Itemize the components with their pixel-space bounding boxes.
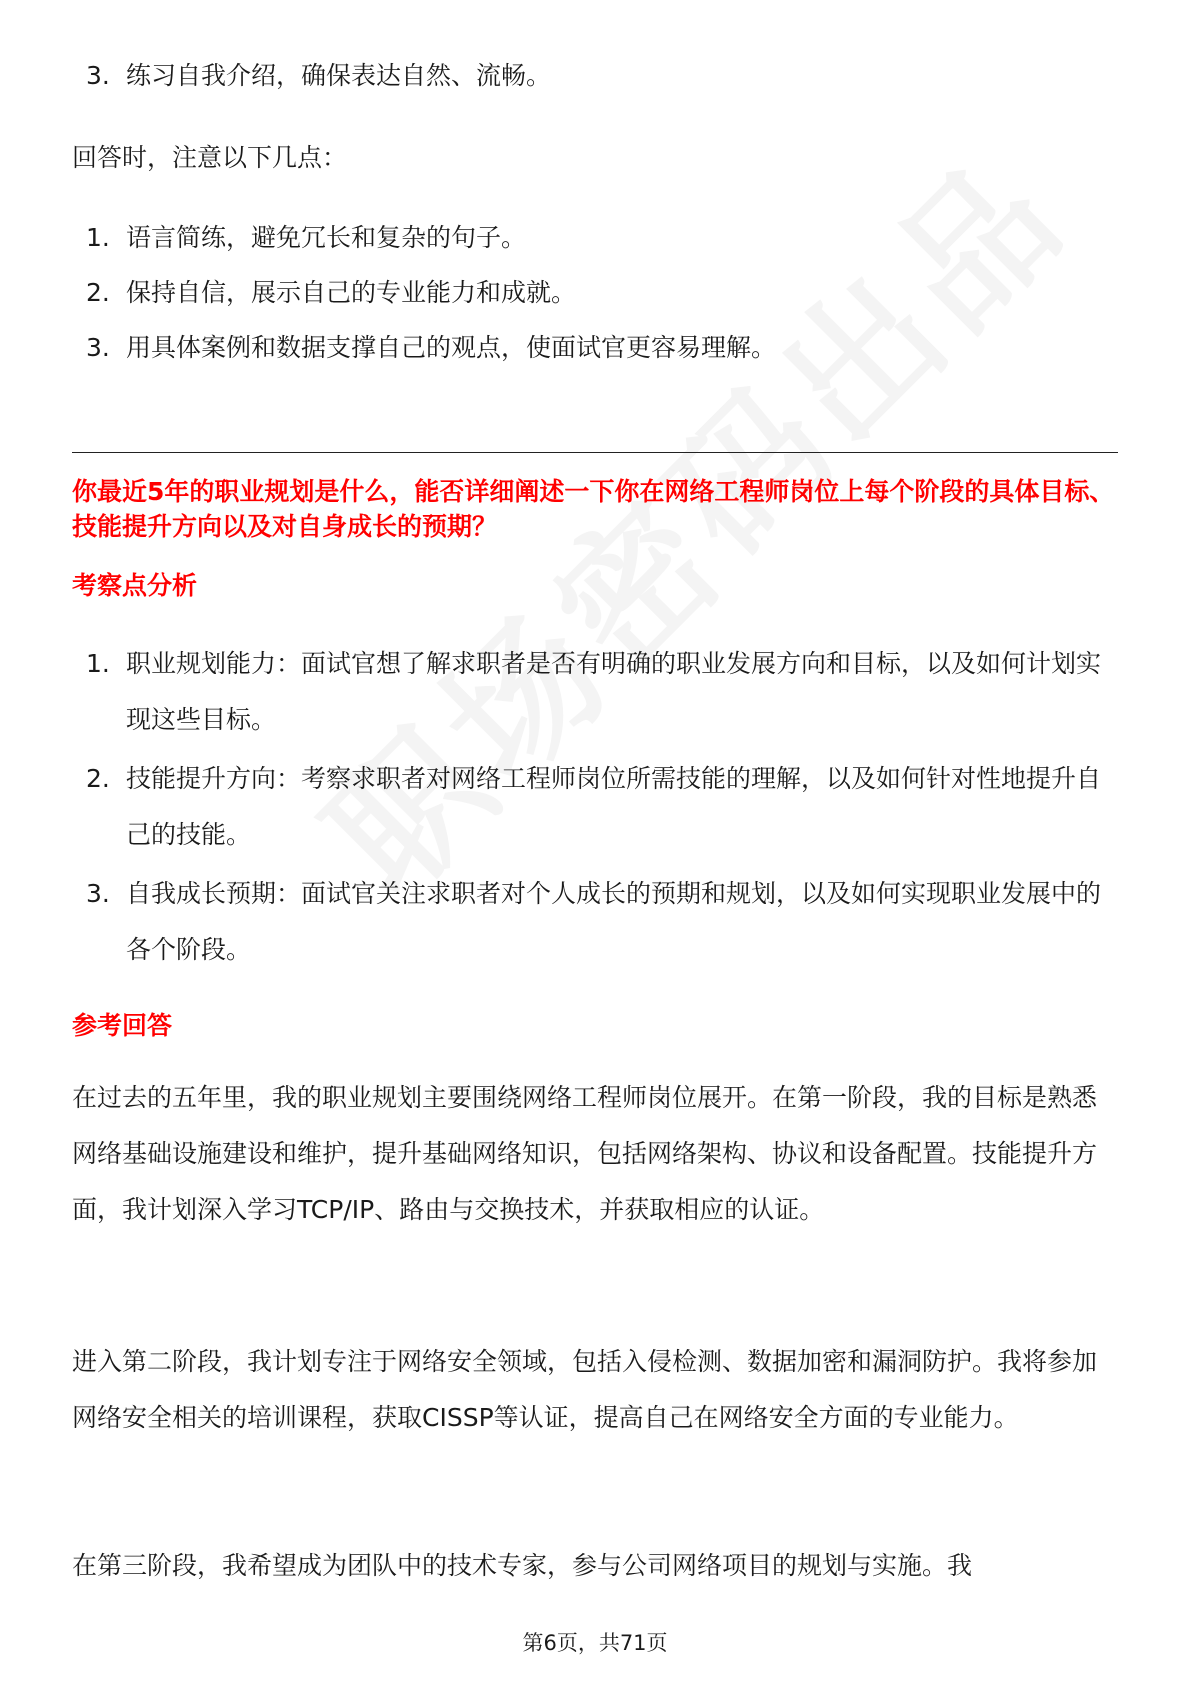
list-number: 1. [86,223,110,252]
list-number: 3. [86,333,110,362]
reference-paragraph: 进入第二阶段，我计划专注于网络安全领域，包括入侵检测、数据加密和漏洞防护。我将参加网络安全相关的培训课程，获取CISSP等认证，提高自己在网络安全方面的专业能力。 [72,1347,1098,1432]
list-item [72,210,1118,266]
reference-answer-title: 参考回答 [72,1011,173,1040]
list-text: 职业规划能力：面试官想了解求职者是否有明确的职业发展方向和目标，以及如何计划实现这些目标。 [126,649,1102,734]
list-text: 用具体案例和数据支撑自己的观点，使面试官更容易理解。 [126,333,777,362]
list-item [72,866,1118,978]
list-text: 自我成长预期：面试官关注求职者对个人成长的预期和规划，以及如何实现职业发展中的各个阶段。 [126,879,1102,964]
interview-question: 你最近5年的职业规划是什么，能否详细阐述一下你在网络工程师岗位上每个阶段的具体目标、技能提升方向以及对自身成长的预期？ [72,477,1115,541]
reference-paragraph: 在过去的五年里，我的职业规划主要围绕网络工程师岗位展开。在第一阶段，我的目标是熟悉网络基础设施建设和维护，提升基础网络知识，包括网络架构、协议和设备配置。技能提升方面，我计划深入学习TCP/IP、路由与交换技术，并获取相应的认证。 [72,1083,1098,1224]
list-number: 3. [86,879,110,908]
section-divider [72,452,1118,453]
document-page [72,0,1118,1684]
list-item [72,320,1118,376]
list-item [72,751,1118,863]
list-text: 技能提升方向：考察求职者对网络工程师岗位所需技能的理解，以及如何针对性地提升自己的技能。 [126,764,1102,849]
list-number: 3. [86,61,110,90]
analysis-title: 考察点分析 [72,571,198,600]
list-text: 语言简练，避免冗长和复杂的句子。 [126,223,527,252]
list-text: 练习自我介绍，确保表达自然、流畅。 [126,61,552,90]
list-item [72,48,1118,104]
list-item [72,636,1118,748]
list-number: 1. [86,649,110,678]
answer-tips-intro: 回答时，注意以下几点： [72,143,348,172]
reference-paragraph: 在第三阶段，我希望成为团队中的技术专家，参与公司网络项目的规划与实施。我 [72,1551,973,1580]
list-text: 保持自信，展示自己的专业能力和成就。 [126,278,577,307]
page-number-footer: 第6页，共71页 [522,1631,668,1655]
list-number: 2. [86,764,110,793]
list-number: 2. [86,278,110,307]
list-item [72,265,1118,321]
